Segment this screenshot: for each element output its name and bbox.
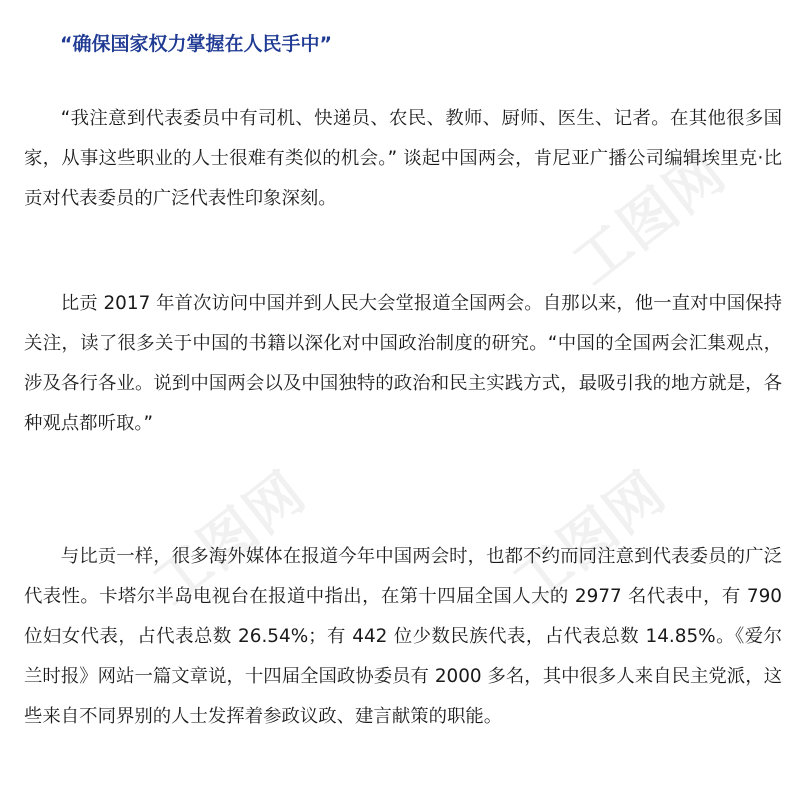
watermark: 工图网 <box>141 459 319 618</box>
watermark: 工图网 <box>501 459 679 618</box>
paragraph-3: 与比贡一样，很多海外媒体在报道今年中国两会时，也都不约而同注意到代表委员的广泛代表性。卡塔尔半岛电视台在报道中指出，在第十四届全国人大的 2977 名代表中，有 790 位妇女代表，占代表总数 26.54%；有 442 位少数民族代表，占代表总数 14.85%。《爱尔兰时报》网站一篇文章说，十四届全国政协委员有 2000 多名，其中很多人来自民主党派，这些来自不同界别的人士发挥着参政议政、建言献策的职能。 <box>24 546 782 727</box>
watermark: 工图网 <box>561 139 739 298</box>
article-heading: “确保国家权力掌握在人民手中” <box>60 33 332 55</box>
paragraph-2: 比贡 2017 年首次访问中国并到人民大会堂报道全国两会。自那以来，他一直对中国保持关注，读了很多关于中国的书籍以深化对中国政治制度的研究。“中国的全国两会汇集观点，涉及各行各业。说到中国两会以及中国独特的政治和民主实践方式，最吸引我的地方就是，各种观点都听取。” <box>24 293 782 434</box>
paragraph-1: “我注意到代表委员中有司机、快递员、农民、教师、厨师、医生、记者。在其他很多国家，从事这些职业的人士很难有类似的机会。” 谈起中国两会，肯尼亚广播公司编辑埃里克·比贡对代表委员的广泛代表性印象深刻。 <box>24 108 782 209</box>
